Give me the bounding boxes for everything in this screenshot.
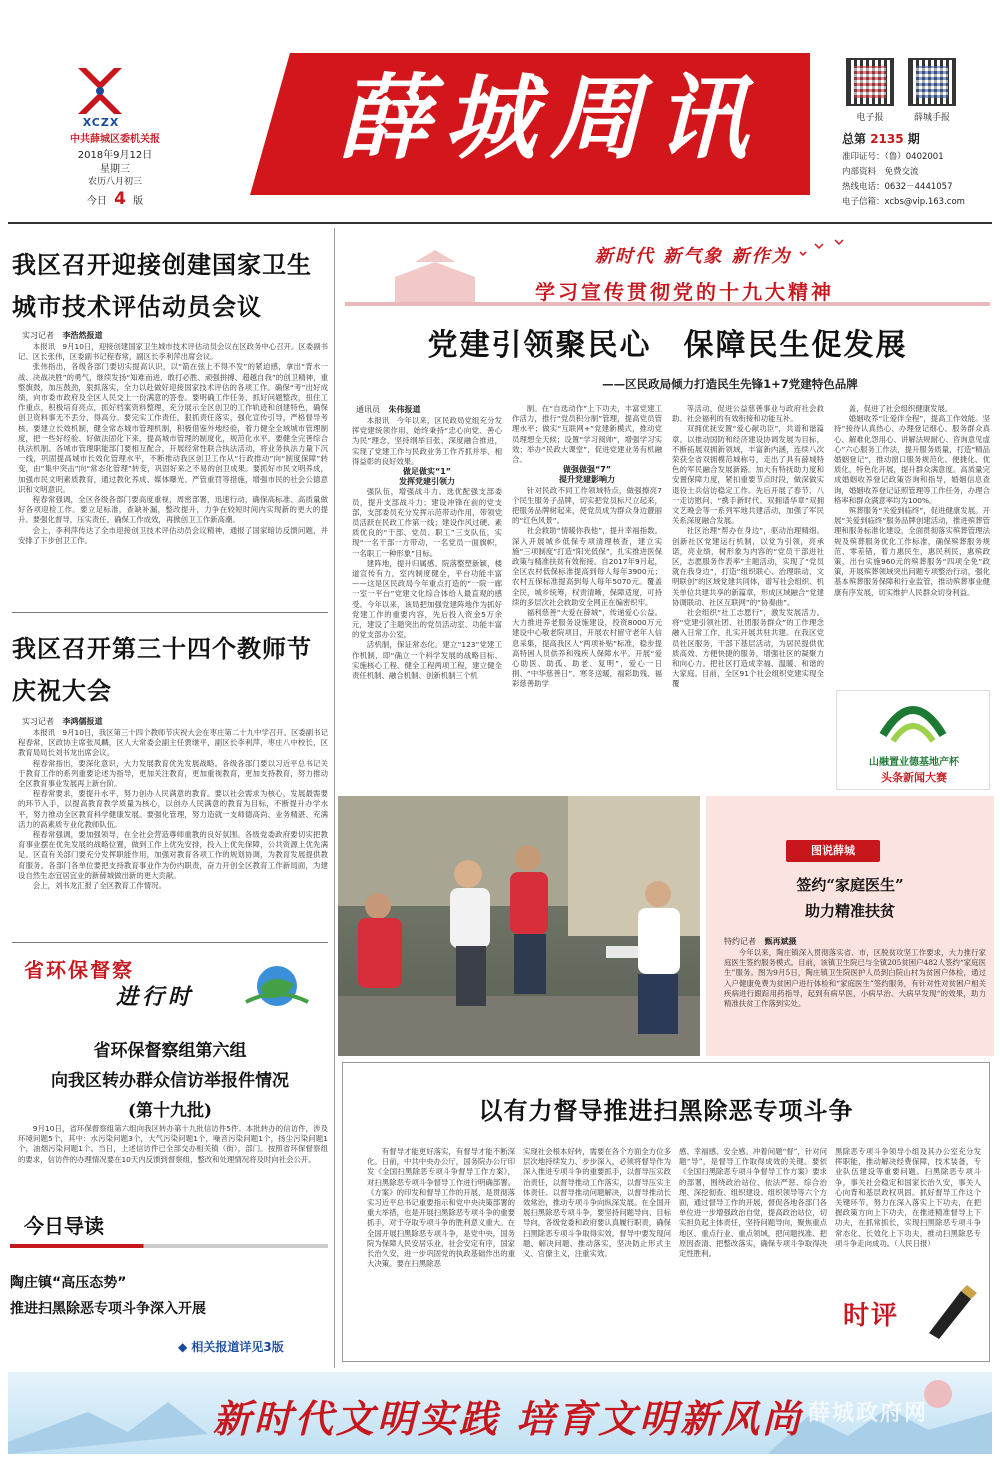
article-2-divider — [12, 942, 328, 943]
feature-paragraph: 福利慈善“大爱在薛城”，传递爱心公益。大力推进养老服务设施建设，投资8000万元建设中心敬老院项目，开展农村留守老年人信息采集，提高我区人“两项补贴”标准，稳步提高特困人员供养和残疾人保障水平。开展“爱心助医、助孤、助老、复明”，爱心一日捐、“中华慈善日”、寒冬送暖，福彩助残、福彩慈善助学 — [512, 608, 662, 689]
issue-suffix: 期 — [907, 132, 920, 146]
env-banner-subtitle: 进行时 — [116, 984, 195, 1010]
qr-label-epaper: 电子报 — [856, 113, 884, 123]
commentary-column-4 — [835, 1147, 981, 1277]
commentary-paragraph: 实现社会根本好转，需要在各个方面全方位多层次地持续发力、步步深入，必须将督导作为深入推进专项斗争的重要抓手，以督导压实政治责任，以督导推动工作落实，以督导压实主体责任、以督导推动问题解决，以督导推动长效常治，推动专项斗争向纵深发展。在全国开展扫黑除恶专项斗争，要坚持问题导向、目标导向，各级党委和政府要认真履行职责，确保扫黑除恶专项斗争取得实效。督导中要发现问题、解决问题、推动落实，坚决防止形式主义、官僚主义，注重实效。 — [523, 1147, 671, 1259]
page-count-number: 4 — [114, 189, 126, 209]
env-headline-line-2: 向我区转办群众信访举报件情况 — [51, 1071, 289, 1091]
feature-paragraph: 婚姻收养“让爱伴全程”，提高工作效能。坚持“接待认真热心、办理登记细心、服务群众真心、解难化怨用心、讲解法规耐心、咨询意见虚心”六心服务工作法，提升服务质量，打造“精品婚姻登记”，推动窗口服务规范化、便捷化、优质化，特色化开展，提升群众满意度。高质量完成婚姻收养登记政策咨询和指导，婚姻信息查询，婚姻收养登记证照管理等工作任务，办理合格率和群众满意率均为100%。 — [834, 414, 990, 505]
footer-watermark: 薛城政府网 — [808, 1401, 929, 1426]
feature-subheading: 做足做实“1” — [402, 467, 452, 477]
article-2-byline — [22, 716, 103, 727]
footer-banner — [8, 1372, 992, 1454]
masthead-divider — [8, 222, 992, 224]
article-2-paragraph: 本报讯 9月10日，我区第三十四个教师节庆祝大会在枣庄第二十九中学召开。区委副书记程春常，区政协主席张凤麟，区人大常委会副主任贾继平，副区长李利萍，枣庄八中校长，区教育局局长刘书龙出席会议。 — [18, 728, 328, 758]
feature-paragraph: 盖，促进了社会组织健康发展。 — [848, 404, 953, 413]
commentary-column-3 — [679, 1147, 827, 1357]
internal-info: 内部资料 免费交流 — [842, 167, 919, 177]
feature-paragraph: 等活动，促进公益慈善事业与政府社会救助、社会福利的有效衔接和功能互补。 — [672, 404, 824, 424]
email-info: 电子信箱：xcbs@vip.163.com — [842, 197, 965, 207]
feature-paragraph: 本报讯 今年以来，区民政局党组充分发挥党建统领作用，始终秉持“忠心向党、善心为民”理念，坚持纲举目张、深度融合推进，实现了党建工作与民政业务工作齐抓并举、相得益彰的良好效果。 — [352, 416, 502, 466]
feature-headline: 党建引领聚民心 保障民生促发展 — [427, 328, 908, 363]
feature-subheading: 提升党建影响力 — [559, 475, 615, 485]
env-banner — [20, 950, 320, 1018]
today-guide-item-1[interactable]: 陶庄镇“高压态势” — [10, 1275, 127, 1291]
article-2-byline-role: 实习记者 — [22, 717, 54, 726]
article-2-paragraph: 会上，刘书龙汇报了全区教育工作情况。 — [32, 881, 166, 891]
today-guide-link[interactable] — [178, 1338, 284, 1355]
article-1-paragraph: 张伟指出，各级各部门要切实提高认识，以“箭在弦上不得不发”的紧迫感，拿出“背水一战、决战决胜”的勇气，继续发扬“知难而进、敢打必胜、顽强拼搏、超越自我”的创卫精神，重整旗鼓，加压鼓劲，狠抓落实，全力以赴做好迎接国家技术评估的各项工作。确保“考”出好成绩，向市委市政府及全区人民交上一份满意的答卷。要明确工作任务，抓好问题整改，扭住工作重点，积极培育亮点，抓好档案资料整理，充分展示全区创卫的工作轨迹和创建特色，确保创卫资料事无不丢分，得高分。要完实工作责任，狠抓责任落实，强化宣传引导，严格督导考核。要建立长效机制，健全常态城市管理机制，积极借鉴外地经验，着力健全全域城市管理制度，把一些好经验、好做法固化下来，提高城市管理的制度化，规范化水平。要健全完善综合执法机制。各城市管理职能部门要相互配合，开展经常性联合执法活动，将业务执法力量下沉一线，巩固提高城市长效化管理水平，不断推动我区创卫工作从“行政推动”向“制度保障”转变，由“集中突击”向“常态化管理”转变，巩固好来之不易的创卫成果。要抓好市民文明养成，加强市民文明素质教育，通过教化养成、媒体曝光、严管重罚等措施，增强市民的社会公德意识和文明意识。 — [18, 362, 328, 494]
qr-code-epaper[interactable] — [846, 58, 894, 106]
env-headline-line-1: 省环保督察组第六组 — [93, 1041, 247, 1061]
logo-text: XCZX — [82, 116, 120, 129]
newspaper-title: 薛城周讯 — [337, 64, 762, 172]
feature-paragraph: 建阵地，提升归属感。院落整塑新颖，楼道宣传有力，室内制度健全，平台功能丰富——这是区民政局今年重点打造的“一院一廊一室一平台”党建文化综合体给人最直观的感受。今年以来，该局把加强党建阵地作为抓好党建工作的重要内容，先后投入资金5万余元，建设了主题突出的党员活动室、功能丰富的党支部办公室。 — [352, 558, 502, 640]
today-guide-header-underline — [10, 1244, 328, 1248]
article-2-paragraph: 程春常要求，要提升水平，努力创办人民满意的教育。要以社会需求为核心，发展最需要的环节入手，以提高教育教学质量为核心，以创办人民满意的教育为目标，不断提升办学水平，努力推动全区教育科学健康发展。要强化管理，努力造就一支师德高尚、业务精湛、充满活力的高素质专业化教师队伍。 — [18, 789, 328, 829]
photo-caption-body — [724, 948, 986, 1052]
publisher-label: 中共薛城区委机关报 — [70, 134, 160, 145]
footer-banner-text: 新时代文明实践 培育文明新风尚 — [212, 1397, 804, 1441]
feature-column-2 — [512, 404, 662, 794]
article-1-byline-name: 李浩然报道 — [62, 331, 103, 340]
photo-byline-name: 甄再斌摄 — [764, 937, 797, 946]
feature-column-1 — [352, 416, 502, 794]
globe-icon — [242, 956, 312, 1012]
contest-logo-icon — [873, 695, 953, 751]
feature-paragraph: 针对民政不同工作领域特点，做强擦亮7个民生服务子品牌，切实把党员标尺立起来，把服务品牌树起来，使党员成为群众身边靓丽的“红色风景”。 — [512, 485, 662, 526]
feature-paragraph: 双拥优抚安置“爱心献功臣”，共谱和谐篇章。以推动国防和经济建设协调发展为目标，不断拓展双拥新领域，丰富新内涵，连续八次荣获全省双拥模范城称号，走出了具有薛城特色的军民融合发展新路。加大有特抚助力度和安置保障力度，紧扣重要节点时段，做深做实退役士兵信访稳定工作。先后开展了春节、八一走访慰问、“携手新时代、双拥谱华章”双拥文艺晚会等一系列军地共建活动，加强了军民关系深度融合发展。 — [672, 424, 824, 526]
feature-banner — [345, 232, 990, 312]
feature-byline-name: 朱伟报道 — [388, 405, 421, 414]
page-count-label: 今日 — [86, 196, 107, 207]
feature-paragraph: 活机制，保证常态化。建立“123”党建工作机制，即“确立一个科学发展的战略目标、实施核心工程、健全工程两项工程，建立健全责任机制、融合机制、创新机制三个机 — [352, 640, 502, 681]
today-guide-header: 今日导读 — [24, 1214, 104, 1238]
diamond-icon: ◆ — [178, 1340, 188, 1354]
feature-byline-role: 通讯员 — [356, 405, 380, 414]
commentary-box — [342, 1062, 990, 1362]
fountain-pen-icon — [921, 1281, 981, 1341]
today-guide-link-text: 相关报道详见3版 — [191, 1340, 284, 1354]
feature-paragraph: 社会组织“社工志愿行”，激发发展活力。将“党建引领社团、社团服务群众”的工作理念融入日常工作，扎实开展共驻共建。在我区党员社区服务，干部下基层活动，为居民提供优质高效、方便快捷的服务，增强社区的凝聚力和向心力。把社区打造成幸福、温暖、和谐的大家庭。目前，全区91个社会组织党建实现全覆 — [672, 608, 824, 689]
feature-subheading: 做强做强“7” — [562, 465, 612, 475]
page-count — [40, 189, 190, 209]
article-1-byline — [22, 330, 103, 341]
photo-caption-panel — [706, 796, 994, 1056]
feature-subheading: 发挥党建引领力 — [399, 477, 455, 487]
feature-paragraph: 社区治理“帮办在身边”，驱动治理精细。创新社区党建运行机制，以党为引领，亮承诺，亮业绩，树形象为内容的“党员干部进社区，志愿服务作表率”主题活动，实现了“党员就在我身边”，打造“组织联心、治理联动、文明联创”的区域党建共同体，谱写社会组织、机关单位共建共享的新篇章，形成区域融合“党建协调联动、社区互联网”的“协奏曲”。 — [672, 526, 824, 607]
env-body — [18, 1124, 328, 1184]
photo-byline-role: 特约记者 — [724, 937, 756, 946]
photo-badge: 图说薛城 — [786, 840, 880, 862]
logo-emblem-icon — [70, 62, 130, 120]
feature-paragraph: 殡葬服务“关爱到临终”，促进健康发展。开展“关爱到临终”服务品牌创建活动，推进殡葬管理和服务标准化建设，全面贯彻落实殡葬管理法规及殡葬服务优化工作标准，确保殡葬服务规范、零差错，着力惠民生，惠民利民，惠殡政策，出台实施960元的殡葬服务“四项全免”政策，开展殡葬领域突出问题专项整治行动，强化基本殡葬服务保障和行业监管，推动殡葬事业健康有序发展，切实维护人民群众切身利益。 — [834, 506, 990, 597]
photo-byline — [724, 936, 797, 947]
article-2-byline-name: 李鸿儒报道 — [62, 717, 103, 726]
commentary-paragraph: 黑除恶专项斗争领导小组及其办公室充分发挥职能，推动解决经费保障，技术装备，专业队伍建设等重要问题。扫黑除恶专项斗争，事关社会稳定和国家长治久安，事关人心向背和基层政权巩固。抓好督导工作这个关键环节，努力在深入落实上下功夫，在把握政策方向上下功夫，在推进精准督导上下功夫，在抓常抓长，实现扫黑除恶专项斗争常态化、长效化上下功夫，推动扫黑除恶专项斗争走向成功。（人民日报） — [835, 1147, 981, 1248]
feature-subtitle: ——区民政局倾力打造民生先锋1+7党建特色品牌 — [602, 377, 858, 391]
article-2-headline: 我区召开第三十四个教师节庆祝大会 — [12, 634, 312, 705]
article-1-paragraph: 本报讯 9月10日，迎接创建国家卫生城市技术评估动员会议在区政务中心召开。区委副书记、区长张伟，区委副书记程春常，副区长李利萍出席会议。 — [18, 342, 328, 362]
hotline-info: 热线电话：0632－4441057 — [842, 182, 953, 192]
article-1-byline-role: 实习记者 — [22, 331, 54, 340]
issue-date: 2018年9月12日 — [77, 150, 153, 161]
article-1-body — [18, 342, 328, 604]
left-column-divider — [334, 228, 335, 1368]
article-2-body — [18, 728, 328, 936]
contest-ad-line-1: 山融置业德基地产杯 — [869, 757, 959, 768]
qr-label-mobile: 薛城手报 — [913, 113, 950, 123]
feature-paragraph: 社会救助“情暖你我他”，提升幸福指数。深入开展城乡低保专项清理核查，建立实施“三项制度”打造“阳光低保”，扎实推进医保政策与精准扶贫有效衔接。自2017年9月起，全区农村低保标准提高到每人每年3900元；农村五保标准提高到每人每年5070元。覆盖全民，城乡统筹，权责清晰，保障适度，可持续的多层次社会救助安全网正在编密织牢。 — [512, 526, 662, 607]
photo-family-doctor[interactable] — [338, 796, 700, 1056]
article-2-paragraph: 程春常指出，要深化意识，大力发展教育优先发展战略。各级各部门要以习近平总书记关于教育工作的系列重要论述为指导，更加关注教育，更加重视教育，更加支持教育，努力推动全区教育事业发展再上新台阶。 — [18, 758, 328, 789]
article-1-paragraph: 会上，李利萍传达了全市迎接创卫技术评估动员会议精神，通报了国家暗访反馈问题，并安排了下步创卫工作。 — [18, 525, 328, 545]
title-block — [250, 45, 810, 195]
contest-ad[interactable] — [836, 690, 990, 790]
today-guide — [10, 1196, 328, 1366]
article-1-divider — [12, 612, 328, 613]
photo-title-line-1: 签约“家庭医生” — [796, 876, 904, 894]
issue-number — [842, 130, 992, 147]
commentary-paragraph: 感、幸福感、安全感。冲着问题“督”，针对问题“导”，是督导工作取得成效的关键。要依《全国扫黑除恶专项斗争督导工作方案》要求的部署，围绕政治站位、依法严惩、综合治理、深挖彻查、组织建设、组织领导等六个方面，通过督导工作的开展，督促各地各部门各单位进一步增强政治自觉，提高政治站位，切实担负起主体责任，坚持问题导向，聚焦重点地区、重点行业、重点领域，把问题找准、把原因查清、把整改落实，确保专项斗争取得决定性胜利。 — [679, 1147, 827, 1259]
masthead — [0, 0, 1000, 218]
feature-byline — [356, 404, 421, 415]
issue-prefix: 总第 — [842, 132, 867, 146]
contest-ad-line-2: 头条新闻大赛 — [881, 771, 947, 784]
env-headline-line-3: (第十九批) — [127, 1101, 213, 1121]
feature-column-3 — [672, 404, 824, 794]
qr-code-mobile[interactable] — [908, 58, 956, 106]
feature-paragraph: 强队伍，增强战斗力。选优配强支部委员，提升支部战斗力；建设冲锋在前的党支部，支部委员充分发挥示范带动作用，带领党员活跃在民政工作第一线；建设作风过硬、素质优良的“干部、党员、职工”三支队伍，实现“一名干部一方带动，一名党员一面旗帜，一名职工一种形象”目标。 — [352, 487, 502, 558]
env-banner-title: 省环保督察 — [24, 958, 134, 982]
feature-banner-text: 学习宣传贯彻党的十九大精神 — [535, 280, 834, 304]
article-1-paragraph: 程春常强调，全区各级各部门要高度重视，周密部署，迅速行动，确保高标准、高质量做好各项迎检工作。要立足标准，查缺补漏，整改提升，力争在较短时间内实现新的更大的提升。要强化督导，压实责任，确保工作成效，再掀创卫工作新高潮。 — [18, 495, 328, 525]
newspaper-logo — [70, 62, 130, 132]
feature-column-4 — [834, 404, 990, 682]
article-1-headline: 我区召开迎接创建国家卫生城市技术评估动员会议 — [12, 250, 312, 321]
photo-title-line-2: 助力精准扶贫 — [804, 902, 895, 920]
today-guide-item-2[interactable]: 推进扫黑除恶专项斗争深入开展 — [10, 1301, 206, 1317]
lunar-date: 农历八月初三 — [87, 177, 142, 187]
photo-caption-paragraph: 今年以来，陶庄镇深入贯彻落实省、市，区脱贫攻坚工作要求，大力推行家庭医生签约服务模式。目前，该镇卫生院已与全镇205贫困户482人签约“家庭医生”服务。图为9月5日，陶庄镇卫生院医护人员到白院山村为贫困户体检，通过入户健康免费为贫困户进行体检和“家庭医生”签约服务，有针对性对贫困户相关疾病进行跟踪用药指导，起到有病早医，小病早治、大病早发现“的效果，助力精准扶贫工作落到实处。 — [724, 948, 986, 1009]
article-2-paragraph: 程春常强调，要加强领导，在全社会营造尊师重教的良好氛围。各级党委政府要切实把教育事业摆在优先发展的战略位置，做到工作上优先安排，投入上优先保障，公共资源上优先满足。区直有关部门要充分发挥职能作用，加强对教育各项工作的规划协调，为教育发展提供教育服务。各部门各单位要把支持教育事业作为份内职责，奋力开创全区教育工作新局面，为建设自然生态宜居宜业的新薛城做出新的更大贡献。 — [18, 830, 328, 880]
license-info: 准印证号：（鲁）0402001 — [842, 152, 944, 162]
env-paragraph: 9月10日，省环保督察组第六组向我区转办第十九批信访件5件。本批转办的信访件，涉及环境问题5个，其中：水污染问题3个，大气污染问题1个，噪音污染问题1个，扬尘污染问题1个，油烟污染问题1个。当日，上述信访件已全部交办相关镇（街），部门。按照省环保督察组的要求，信访件的办理情况要在10天内反馈到督察组，整改和处理情况将及时向社会公开。 — [18, 1124, 328, 1164]
issue-number-value: 2135 — [870, 132, 904, 146]
commentary-paragraph: 有督导才能更好落实，有督导才能不断深化。日前，中共中央办公厅，国务院办公厅印发《全国扫黑除恶专项斗争督导工作方案》，对扫黑除恶专项斗争督导工作进行明确部署。《方案》的印发和督导工作的开展，是贯彻落实习近平总书记重要指示和党中央决策部署的重大举措，也是开展扫黑除恶专项斗争的重要抓手，对于夺取专项斗争的胜利意义重大。在全国开展扫黑除恶专项斗争，是党中央，国务院为保障人民安居乐业，社会安定有序，国家长治久安，进一步巩固党的执政基础作出的重大决策。要在扫黑除恶 — [367, 1147, 515, 1269]
doctor-visit-illustration — [338, 796, 700, 1056]
commentary-column-1 — [367, 1147, 515, 1357]
page-count-unit: 版 — [133, 196, 144, 207]
commentary-badge: 时评 — [843, 1301, 900, 1331]
weekday: 星期三 — [100, 164, 130, 175]
commentary-column-2 — [523, 1147, 671, 1357]
commentary-headline: 以有力督导推进扫黑除恶专项斗争 — [478, 1096, 854, 1125]
feature-paragraph: 制。在“自选动作”上下功夫，丰富党建工作活力，推行“党员积分制”管理，提高党员管理水平；做实“互联网+”党建新模式，推动党员理想全天候；设置“学习阅帅”，增强学习实效；举办“民政大课堂”，促进党建业务有机融合。 — [512, 404, 662, 465]
photo-story — [338, 796, 994, 1056]
feature-slogan: 新时代 新气象 新作为 — [595, 246, 792, 267]
